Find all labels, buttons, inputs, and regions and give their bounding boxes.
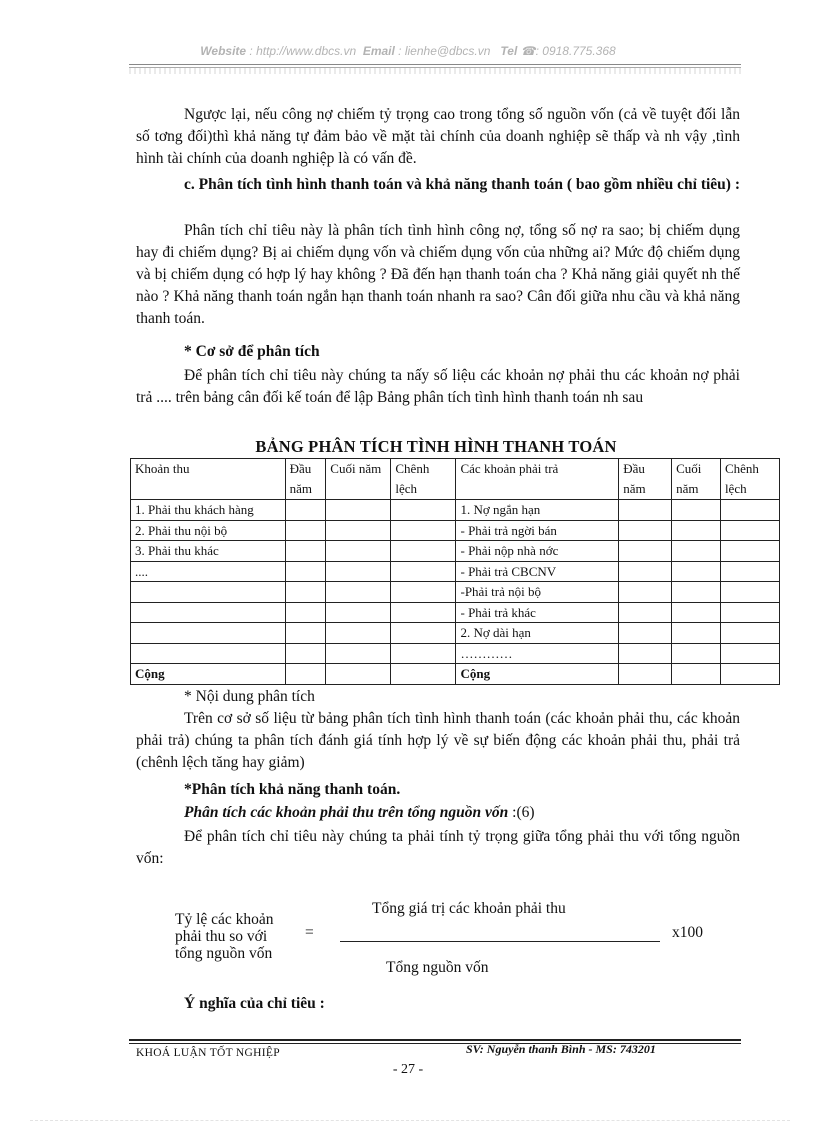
- formula-equals: =: [305, 924, 314, 941]
- header-decoration: [129, 68, 741, 74]
- section-c-heading: c. Phân tích tình hình thanh toán và khả năng thanh toán ( bao gồm nhiều chỉ tiêu) :: [184, 176, 740, 193]
- paragraph-1: Ngược lại, nếu công nợ chiếm tỷ trọng cao trong tổng số nguồn vốn (cả về tuyệt đối lẫn số tơng đối)thì khả năng tự đảm bảo về mặt tài chính của doanh nghiệp sẽ thấp và nh vậy ,tình hình tài chính của doanh nghiệp là có vấn đề.: [136, 106, 740, 167]
- noi-dung-heading: * Nội dung phân tích: [184, 688, 315, 705]
- tel-label: Tel: [500, 44, 518, 58]
- table-cell: 2. Nợ dài hạn: [456, 623, 619, 644]
- email-label: Email: [362, 44, 395, 58]
- website-url[interactable]: : http://www.dbcs.vn: [249, 44, 357, 58]
- col-header: Chênh lệch: [720, 459, 779, 500]
- col-header: Đầu năm: [285, 459, 326, 500]
- table-cell: - Phải nộp nhà nớc: [456, 541, 619, 562]
- total-left: Cộng: [131, 664, 286, 685]
- y-nghia-heading: Ý nghĩa của chỉ tiêu :: [184, 995, 325, 1012]
- formula-denominator: Tổng nguồn vốn: [386, 959, 489, 976]
- col-header: Đầu năm: [619, 459, 672, 500]
- table-cell: ....: [131, 561, 286, 582]
- fraction-line: [340, 941, 660, 942]
- table-row: [131, 541, 780, 562]
- table-total-row: [131, 664, 780, 685]
- table-row: [131, 602, 780, 623]
- co-so-heading: * Cơ sở để phân tích: [184, 343, 320, 360]
- table-cell: - Phải trả CBCNV: [456, 561, 619, 582]
- col-header: Các khoản phải trả: [456, 459, 619, 500]
- table-cell: -Phải trả nội bộ: [456, 582, 619, 603]
- italic-heading-line: [136, 802, 740, 824]
- footer-rule: [129, 1039, 741, 1041]
- table-cell: 3. Phải thu khác: [131, 541, 286, 562]
- table-title: BẢNG PHÂN TÍCH TÌNH HÌNH THANH TOÁN: [255, 437, 617, 456]
- footer-left: KHOÁ LUẬN TỐT NGHIỆP: [136, 1047, 280, 1059]
- table-row: [131, 582, 780, 603]
- formula-label-line: phải thu so với: [175, 928, 268, 945]
- formula-numerator: Tổng giá trị các khoản phải thu: [372, 900, 566, 917]
- col-header: Cuối năm: [672, 459, 721, 500]
- payment-analysis-table: [130, 458, 780, 685]
- table-row: [131, 623, 780, 644]
- formula-left-label: [175, 911, 274, 962]
- header-rule: [129, 64, 741, 65]
- table-row: [131, 520, 780, 541]
- table-row: [131, 500, 780, 521]
- website-label: Website: [200, 44, 247, 58]
- table-cell: - Phải trả ngời bán: [456, 520, 619, 541]
- table-cell: - Phải trả khác: [456, 602, 619, 623]
- paragraph-4: Trên cơ sở số liệu từ bảng phân tích tình hình thanh toán (các khoản phải thu, các khoản phải trả) chúng ta phân tích đánh giá tính hợp lý về sự biến động các khoản phải thu, phải trả (chênh lệch tăng hay giảm): [136, 710, 740, 771]
- table-row: [131, 561, 780, 582]
- table-row: [131, 643, 780, 664]
- table-cell: 1. Nợ ngắn hạn: [456, 500, 619, 521]
- kha-nang-heading: *Phân tích khả năng thanh toán.: [184, 781, 401, 798]
- formula-label-line: tổng nguồn vốn: [175, 945, 273, 962]
- page-bottom-border: [30, 1120, 790, 1121]
- formula-multiplier: x100: [672, 924, 703, 941]
- paragraph-3: Để phân tích chỉ tiêu này chúng ta nấy số liệu các khoản nợ phải thu các khoản nợ phải trả .... trên bảng cân đối kế toán để lập Bảng phân tích tình hình thanh toán nh sau: [136, 367, 740, 406]
- paragraph-2: Phân tích chỉ tiêu này là phân tích tình hình công nợ, tổng số nợ ra sao; bị chiếm dụng hay đi chiếm dụng? Bị ai chiếm dụng vốn và chiếm dụng vốn của những ai? Mức độ chiếm dụng và bị chiếm dụng có hợp lý hay không ? Đã đến hạn thanh toán cha ? Khả năng giải quyết nh thế nào ? Khả năng thanh toán ngắn hạn thanh toán nhanh ra sao? Cân đối giữa nhu cầu và khả năng thanh toán.: [136, 222, 740, 327]
- col-header: Khoản thu: [131, 459, 286, 500]
- email-value[interactable]: : lienhe@dbcs.vn: [398, 44, 491, 58]
- col-header: Cuối năm: [326, 459, 391, 500]
- tel-value: ☎: 0918.775.368: [520, 44, 616, 58]
- total-right: Cộng: [456, 664, 619, 685]
- table-cell: 1. Phải thu khách hàng: [131, 500, 286, 521]
- italic-heading-suffix: :(6): [508, 804, 535, 821]
- italic-heading: Phân tích các khoản phải thu trên tổng nguồn vốn: [184, 804, 509, 821]
- formula-label-line: Tỷ lệ các khoản: [175, 911, 274, 928]
- footer-right: SV: Nguyễn thanh Bình - MS: 743201: [466, 1042, 656, 1056]
- page-number: - 27 -: [392, 1062, 424, 1077]
- paragraph-5: Để phân tích chỉ tiêu này chúng ta phải tính tỷ trọng giữa tổng phải thu với tổng nguồn vốn:: [136, 828, 740, 867]
- table-header-row: [131, 459, 780, 500]
- col-header: Chênh lệch: [391, 459, 456, 500]
- page-header: [0, 44, 816, 58]
- table-cell: …………: [456, 643, 619, 664]
- table-cell: 2. Phải thu nội bộ: [131, 520, 286, 541]
